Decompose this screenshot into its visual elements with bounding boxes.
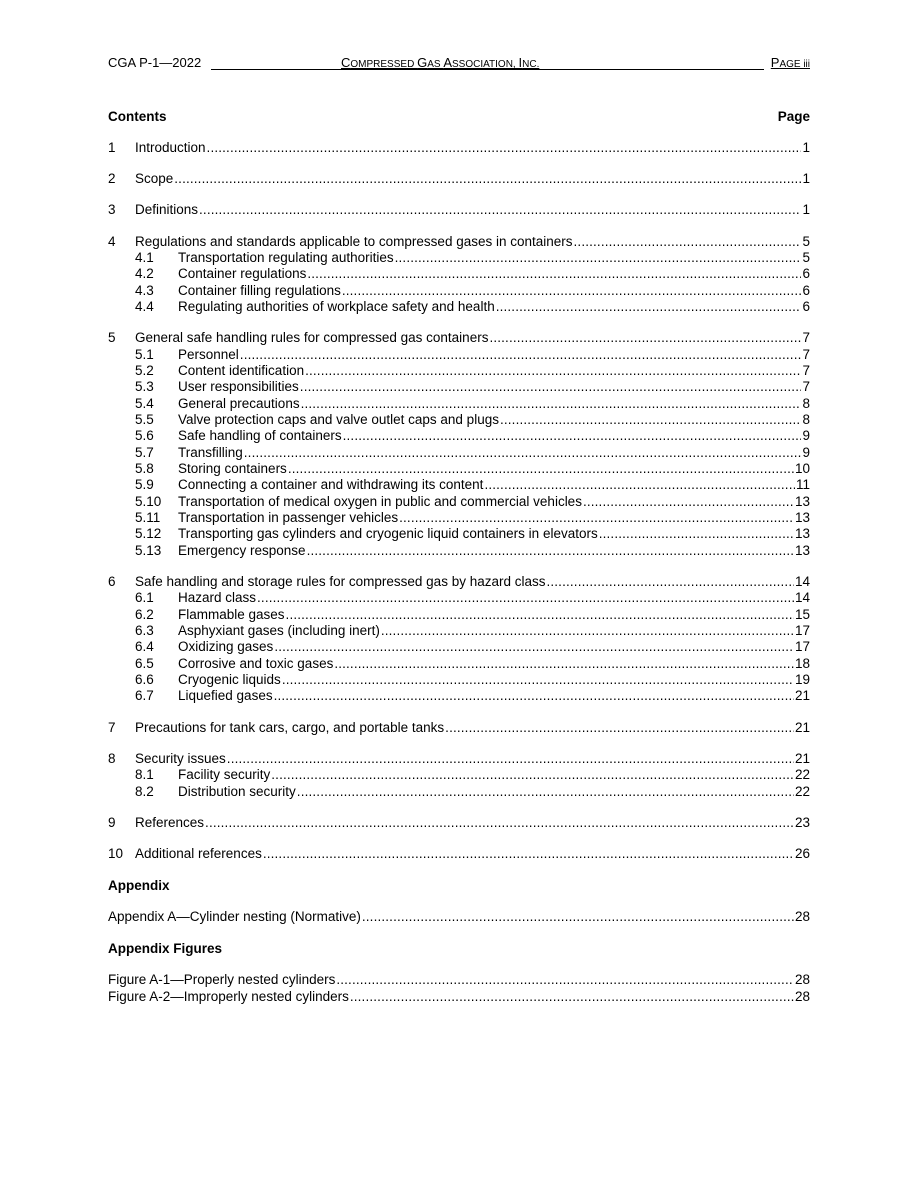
dot-leader: [174, 171, 801, 187]
section-number: 10: [108, 846, 124, 862]
toc-subsection-entry[interactable]: [108, 623, 810, 639]
spacer: [108, 800, 810, 815]
toc-subsection-entry[interactable]: [108, 412, 810, 428]
subsection-page-number: 7: [802, 346, 810, 362]
toc-subsection-entry[interactable]: [108, 396, 810, 412]
section-title: Scope: [135, 171, 174, 187]
subsection-number: 4.4: [135, 299, 154, 315]
toc-subsection-entry[interactable]: [108, 494, 810, 510]
section-page-number: 1: [802, 140, 810, 155]
subsection-number: 6.6: [135, 672, 154, 688]
section-page-number: 1: [802, 202, 810, 218]
toc-appendix-entry[interactable]: [108, 909, 810, 925]
subsection-title: Container regulations: [178, 266, 307, 282]
subsection-title: Storing containers: [178, 461, 287, 477]
subsection-page-number: 18: [794, 655, 810, 671]
section-title: Safe handling and storage rules for compressed gas by hazard class: [135, 574, 546, 590]
subsection-page-number: 21: [794, 688, 810, 704]
section-number: 2: [108, 171, 116, 187]
section-title: Definitions: [135, 202, 199, 218]
spacer: [108, 926, 810, 941]
subsection-page-number: 15: [794, 606, 810, 622]
dot-leader: [399, 510, 794, 526]
toc-section-entry[interactable]: [108, 171, 810, 187]
subsection-number: 5.6: [135, 428, 154, 444]
subsection-number: 5.12: [135, 526, 162, 542]
subsection-page-number: 13: [794, 493, 810, 509]
dot-leader: [282, 672, 794, 688]
dot-leader: [445, 720, 794, 736]
subsection-title: Safe handling of containers: [178, 428, 342, 444]
spacer: [108, 705, 810, 720]
figure-title: Figure A-1—Properly nested cylinders: [108, 972, 336, 988]
dot-leader: [583, 494, 794, 510]
subsection-number: 4.3: [135, 282, 154, 298]
toc-section-entry[interactable]: [108, 720, 810, 736]
section-number: 7: [108, 719, 116, 735]
toc-subsection-entry[interactable]: [108, 299, 810, 315]
dot-leader: [395, 250, 802, 266]
spacer: [108, 831, 810, 846]
dot-leader: [362, 909, 794, 925]
subsection-title: Liquefied gases: [178, 688, 273, 704]
section-page-number: 23: [794, 814, 810, 830]
section-page-number: 26: [794, 846, 810, 862]
subsection-page-number: 13: [794, 526, 810, 542]
subsection-title: Facility security: [178, 767, 271, 783]
subsection-page-number: 9: [802, 428, 810, 444]
dot-leader: [227, 751, 794, 767]
subsection-number: 5.11: [135, 510, 161, 526]
subsection-number: 5.1: [135, 346, 154, 362]
toc-section-entry[interactable]: [108, 202, 810, 218]
toc-subsection-entry[interactable]: [108, 363, 810, 379]
toc-subsection-entry[interactable]: [108, 688, 810, 704]
dot-leader: [500, 412, 802, 428]
subsection-title: Personnel: [178, 346, 239, 362]
appendix-heading: Appendix: [108, 878, 170, 894]
section-page-number: 14: [794, 574, 810, 590]
subsection-title: Transporting gas cylinders and cryogenic liquid containers in elevators: [178, 526, 598, 542]
dot-leader: [307, 543, 794, 559]
dot-leader: [484, 477, 795, 493]
toc-section-entry[interactable]: [108, 815, 810, 831]
subsection-title: User responsibilities: [178, 379, 299, 395]
subsection-number: 8.1: [135, 767, 154, 783]
subsection-page-number: 13: [794, 510, 810, 526]
toc-subsection-entry[interactable]: [108, 477, 810, 493]
subsection-title: Cryogenic liquids: [178, 672, 281, 688]
subsection-title: Hazard class: [178, 590, 257, 606]
subsection-number: 5.3: [135, 379, 154, 395]
toc-subsection-entry[interactable]: [108, 445, 810, 461]
spacer: [108, 315, 810, 330]
toc-subsection-entry[interactable]: [108, 526, 810, 542]
toc-subsection-entry[interactable]: [108, 672, 810, 688]
subsection-title: Connecting a container and withdrawing its content: [178, 477, 484, 493]
subsection-page-number: 6: [802, 266, 810, 282]
section-title: Security issues: [135, 750, 226, 766]
section-title: Precautions for tank cars, cargo, and portable tanks: [135, 719, 445, 735]
toc-subsection-entry[interactable]: [108, 784, 810, 800]
subsection-number: 6.1: [135, 590, 154, 606]
subsection-title: Container filling regulations: [178, 282, 341, 298]
subsection-title: Content identification: [178, 363, 305, 378]
appendix-title: Appendix A—Cylinder nesting (Normative): [108, 909, 361, 925]
toc-subsection-entry[interactable]: [108, 639, 810, 655]
dot-leader: [300, 379, 802, 395]
subsection-number: 5.2: [135, 363, 154, 378]
subsection-number: 4.1: [135, 250, 154, 266]
subsection-number: 6.3: [135, 623, 154, 639]
section-page-number: 1: [802, 171, 810, 187]
toc-subsection-entry[interactable]: [108, 656, 810, 672]
subsection-number: 5.9: [135, 477, 154, 493]
subsection-number: 5.13: [135, 542, 162, 558]
dot-leader: [199, 202, 801, 218]
contents-heading: Contents: [108, 109, 167, 124]
dot-leader: [271, 767, 794, 783]
subsection-page-number: 11: [795, 477, 810, 493]
subsection-title: Valve protection caps and valve outlet caps and plugs: [178, 412, 499, 428]
subsection-title: Transportation regulating authorities: [178, 250, 394, 266]
dot-leader: [207, 140, 802, 156]
toc-section-entry[interactable]: [108, 140, 810, 156]
appendix-page-number: 28: [794, 909, 810, 925]
toc-section-entry[interactable]: [108, 846, 810, 862]
subsection-page-number: 5: [802, 250, 810, 266]
subsection-page-number: 6: [802, 299, 810, 315]
dot-leader: [496, 299, 802, 315]
subsection-number: 5.10: [135, 493, 162, 509]
toc-section-entry[interactable]: [108, 751, 810, 767]
contents-header-row: [108, 108, 810, 125]
spacer: [108, 188, 810, 203]
figure-title: Figure A-2—Improperly nested cylinders: [108, 988, 349, 1004]
header-doc-id: CGA P-1—2022: [108, 55, 202, 70]
section-number: 3: [108, 202, 116, 218]
subsection-number: 5.7: [135, 444, 154, 460]
page-heading: Page: [777, 109, 810, 124]
subsection-title: Corrosive and toxic gases: [178, 655, 334, 671]
subsection-title: Oxidizing gases: [178, 639, 274, 655]
spacer: [108, 862, 810, 877]
subsection-page-number: 17: [794, 639, 810, 655]
spacer: [108, 156, 810, 171]
subsection-page-number: 13: [794, 542, 810, 558]
spacer: [108, 957, 810, 972]
section-title: Introduction: [135, 140, 206, 155]
subsection-title: Transportation in passenger vehicles: [178, 510, 399, 526]
section-number: 5: [108, 330, 116, 346]
toc-subsection-entry[interactable]: [108, 428, 810, 444]
subsection-title: Regulating authorities of workplace safety and health: [178, 299, 495, 315]
subsection-title: Asphyxiant gases (including inert): [178, 623, 380, 639]
section-title: Regulations and standards applicable to compressed gases in containers: [135, 233, 573, 249]
header-page-number: PAGE iii: [770, 55, 810, 70]
toc-subsection-entry[interactable]: [108, 283, 810, 299]
toc-section-entry[interactable]: [108, 234, 810, 250]
subsection-number: 5.4: [135, 395, 154, 411]
dot-leader: [574, 234, 802, 250]
toc-subsection-entry[interactable]: [108, 767, 810, 783]
toc-subsection-entry[interactable]: [108, 543, 810, 559]
toc-figure-entry[interactable]: [108, 989, 810, 1005]
section-title: General safe handling rules for compressed gas containers: [135, 330, 489, 346]
toc-subsection-entry[interactable]: [108, 607, 810, 623]
toc-figure-entry[interactable]: [108, 972, 810, 988]
header-organization: COMPRESSED GAS ASSOCIATION, INC.: [341, 55, 540, 70]
dot-leader: [305, 363, 801, 379]
toc-subsection-entry[interactable]: [108, 379, 810, 395]
dot-leader: [307, 266, 801, 282]
subsection-number: 6.4: [135, 639, 154, 655]
subsection-title: Emergency response: [178, 542, 306, 558]
spacer: [108, 894, 810, 909]
subsection-number: 5.8: [135, 461, 154, 477]
section-number: 6: [108, 574, 116, 590]
subsection-page-number: 19: [794, 672, 810, 688]
subsection-number: 8.2: [135, 783, 154, 799]
dot-leader: [343, 428, 802, 444]
dot-leader: [546, 574, 793, 590]
subsection-number: 6.5: [135, 655, 154, 671]
toc-subsection-entry[interactable]: [108, 590, 810, 606]
subsection-page-number: 8: [802, 395, 810, 411]
toc-section-entry[interactable]: [108, 330, 810, 346]
dot-leader: [350, 989, 794, 1005]
dot-leader: [274, 688, 794, 704]
toc-subsection-entry[interactable]: [108, 510, 810, 526]
subsection-page-number: 14: [794, 590, 810, 606]
section-page-number: 5: [802, 233, 810, 249]
dot-leader: [286, 607, 794, 623]
figure-page-number: 28: [794, 972, 810, 988]
dot-leader: [489, 330, 801, 346]
subsection-title: Distribution security: [178, 783, 296, 799]
toc-subsection-entry[interactable]: [108, 250, 810, 266]
dot-leader: [274, 639, 794, 655]
subsection-page-number: 22: [794, 767, 810, 783]
section-number: 4: [108, 233, 116, 249]
subsection-title: Transfilling: [178, 444, 243, 460]
subsection-page-number: 22: [794, 783, 810, 799]
subsection-number: 4.2: [135, 266, 154, 282]
subsection-number: 6.2: [135, 606, 154, 622]
figure-page-number: 28: [794, 988, 810, 1004]
subsection-page-number: 9: [802, 444, 810, 460]
subsection-title: Transportation of medical oxygen in public and commercial vehicles: [178, 493, 582, 509]
appendix-figures-heading: Appendix Figures: [108, 941, 223, 957]
dot-leader: [257, 590, 794, 606]
subsection-page-number: 6: [802, 282, 810, 298]
section-title: Additional references: [135, 846, 262, 862]
dot-leader: [288, 461, 794, 477]
subsection-number: 6.7: [135, 688, 154, 704]
section-number: 9: [108, 814, 116, 830]
dot-leader: [381, 623, 794, 639]
subsection-page-number: 10: [794, 461, 810, 477]
dot-leader: [334, 656, 794, 672]
section-number: 8: [108, 750, 116, 766]
dot-leader: [297, 784, 794, 800]
running-header: [108, 55, 810, 72]
dot-leader: [244, 445, 802, 461]
section-page-number: 21: [794, 750, 810, 766]
subsection-page-number: 8: [802, 412, 810, 428]
dot-leader: [240, 347, 802, 363]
section-title: References: [135, 814, 205, 830]
dot-leader: [336, 972, 794, 988]
toc-section-entry[interactable]: [108, 574, 810, 590]
section-page-number: 7: [802, 330, 810, 346]
subsection-page-number: 7: [802, 363, 810, 378]
spacer: [108, 219, 810, 234]
spacer: [108, 736, 810, 751]
subsection-number: 5.5: [135, 412, 154, 428]
toc-subsection-entry[interactable]: [108, 347, 810, 363]
toc-subsection-entry[interactable]: [108, 266, 810, 282]
dot-leader: [263, 846, 794, 862]
toc-subsection-entry[interactable]: [108, 461, 810, 477]
subsection-title: General precautions: [178, 395, 300, 411]
dot-leader: [301, 396, 802, 412]
section-number: 1: [108, 140, 116, 155]
section-page-number: 21: [794, 719, 810, 735]
table-of-contents: [108, 140, 810, 1005]
dot-leader: [205, 815, 794, 831]
spacer: [108, 559, 810, 574]
dot-leader: [599, 526, 794, 542]
subsection-title: Flammable gases: [178, 606, 285, 622]
subsection-page-number: 7: [802, 379, 810, 395]
dot-leader: [342, 283, 802, 299]
subsection-page-number: 17: [794, 623, 810, 639]
